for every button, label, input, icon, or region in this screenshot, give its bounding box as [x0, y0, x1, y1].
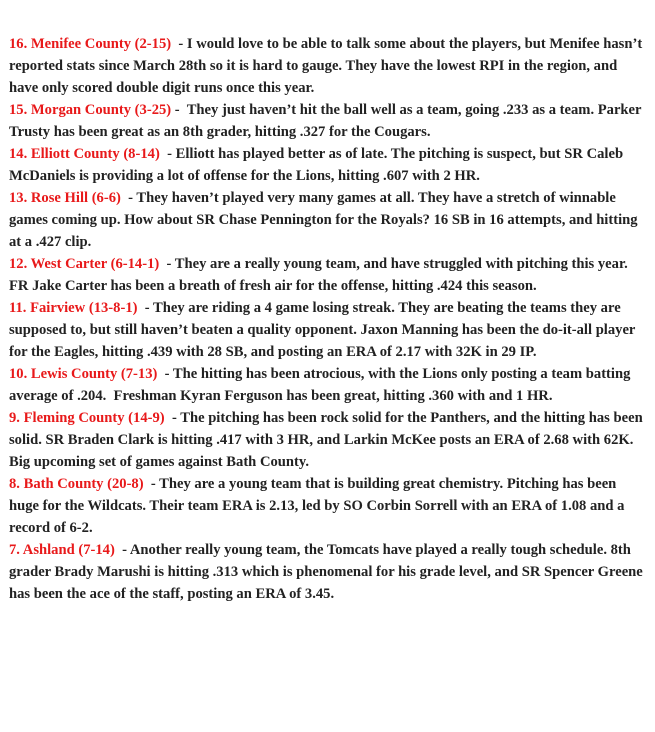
- team-name: 9. Fleming County (14-9): [9, 410, 165, 426]
- ranking-entry-10: [9, 363, 649, 407]
- team-description: - They are riding a 4 game losing streak. They are beating the teams they are supposed to, but still haven’t beaten a quality opponent. Jaxon Manning has been the do-it-all player for the Eagles, hitting .439 with 28 SB, and posting an ERA of 2.17 with 32K in 29 IP.: [9, 300, 639, 360]
- team-description: - The pitching has been rock solid for the Panthers, and the hitting has been solid. SR Braden Clark is hitting .417 with 3 HR, and Larkin McKee posts an ERA of 2.68 with 62K. Big upcoming set of games against Bath County.: [9, 410, 647, 470]
- ranking-entry-13: [9, 187, 649, 253]
- team-name: 12. West Carter (6-14-1): [9, 256, 160, 272]
- team-description: - The hitting has been atrocious, with the Lions only posting a team batting average of .204. Freshman Kyran Ferguson has been great, hitting .360 with and 1 HR.: [9, 366, 635, 404]
- team-description: - They are a really young team, and have struggled with pitching this year. FR Jake Carter has been a breath of fresh air for the offense, hitting .424 this season.: [9, 256, 632, 294]
- team-description: - They haven’t played very many games at all. They have a stretch of winnable games coming up. How about SR Chase Pennington for the Royals? 16 SB in 16 attempts, and hitting at a .427 clip.: [9, 190, 642, 250]
- team-description: - Elliott has played better as of late. The pitching is suspect, but SR Caleb McDaniels is providing a lot of offense for the Lions, hitting .607 with 2 HR.: [9, 146, 627, 184]
- ranking-entry-7: [9, 539, 649, 605]
- team-name: 14. Elliott County (8-14): [9, 146, 160, 162]
- ranking-entry-9: [9, 407, 649, 473]
- team-name: 13. Rose Hill (6-6): [9, 190, 121, 206]
- team-name: 16. Menifee County (2-15): [9, 36, 172, 52]
- ranking-entry-14: [9, 143, 649, 187]
- team-description: - I would love to be able to talk some about the players, but Menifee hasn’t reported stats since March 28th so it is hard to gauge. They have the lowest RPI in the region, and have only scored double digit runs once this year.: [9, 36, 646, 96]
- rankings-article: [9, 33, 649, 605]
- team-description: - Another really young team, the Tomcats have played a really tough schedule. 8th grader Brady Marushi is hitting .313 which is phenomenal for his grade level, and SR Spencer Greene has been the ace of the staff, posting an ERA of 3.45.: [9, 542, 647, 602]
- ranking-entry-11: [9, 297, 649, 363]
- team-name: 7. Ashland (7-14): [9, 542, 115, 558]
- team-name: 15. Morgan County (3-25): [9, 102, 172, 118]
- team-name: 10. Lewis County (7-13): [9, 366, 158, 382]
- team-description: - They just haven’t hit the ball well as a team, going .233 as a team. Parker Trusty has been great as an 8th grader, hitting .327 for the Cougars.: [9, 102, 645, 140]
- team-name: 8. Bath County (20-8): [9, 476, 144, 492]
- ranking-entry-16: [9, 33, 649, 99]
- team-description: - They are a young team that is building great chemistry. Pitching has been huge for the Wildcats. Their team ERA is 2.13, led by SO Corbin Sorrell with an ERA of 1.08 and a record of 6-2.: [9, 476, 629, 536]
- ranking-entry-12: [9, 253, 649, 297]
- ranking-entry-15: [9, 99, 649, 143]
- ranking-entry-8: [9, 473, 649, 539]
- team-name: 11. Fairview (13-8-1): [9, 300, 138, 316]
